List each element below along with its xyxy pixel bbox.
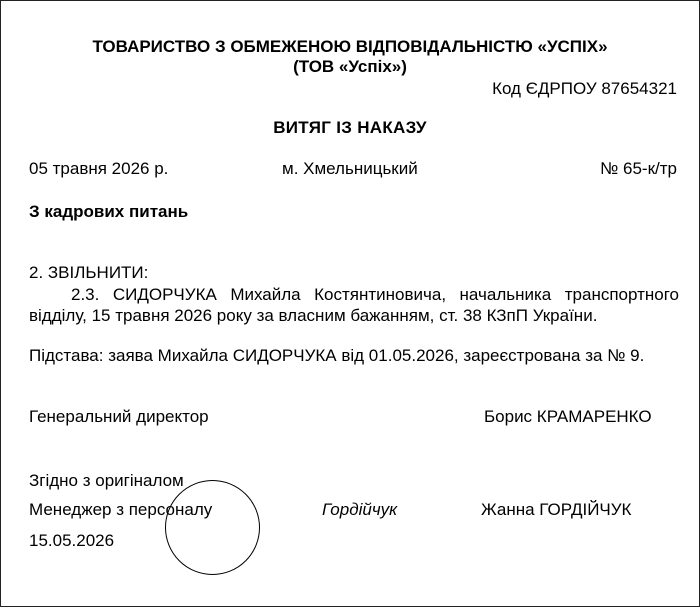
certification-note: Згідно з оригіналом (29, 471, 184, 490)
hr-manager-role: Менеджер з персоналу (29, 500, 213, 519)
order-number: № 65-к/тр (600, 159, 677, 178)
order-city: м. Хмельницький (282, 159, 418, 178)
stamp-circle (165, 480, 260, 575)
organization-name: ТОВАРИСТВО З ОБМЕЖЕНОЮ ВІДПОВІДАЛЬНІСТЮ «УСПІХ» (92, 37, 608, 56)
basis-text: Підстава: заява Михайла СИДОРЧУКА від 01.05.2026, зареєстрована за № 9. (29, 346, 645, 365)
document-title: ВИТЯГ ІЗ НАКАЗУ (273, 118, 427, 137)
clause-text: 2.3. СИДОРЧУКА Михайла Костянтиновича, начальника транспортного відділу, 15 травня 2026 року за власним бажанням, ст. 38 КЗпП України. (29, 285, 679, 326)
clause-heading: 2. ЗВІЛЬНИТИ: (29, 263, 149, 282)
hr-manager-name: Жанна ГОРДІЙЧУК (481, 500, 632, 519)
order-date: 05 травня 2026 р. (29, 159, 169, 178)
director-name: Борис КРАМАРЕНКО (484, 407, 652, 426)
section-title: З кадрових питань (29, 202, 189, 221)
edrpou-code: Код ЄДРПОУ 87654321 (492, 79, 677, 98)
director-role: Генеральний директор (29, 407, 209, 426)
organization-short-name: (ТОВ «Успіх») (293, 57, 407, 76)
certification-date: 15.05.2026 (29, 531, 115, 550)
hr-manager-signature: Гордійчук (322, 500, 398, 519)
